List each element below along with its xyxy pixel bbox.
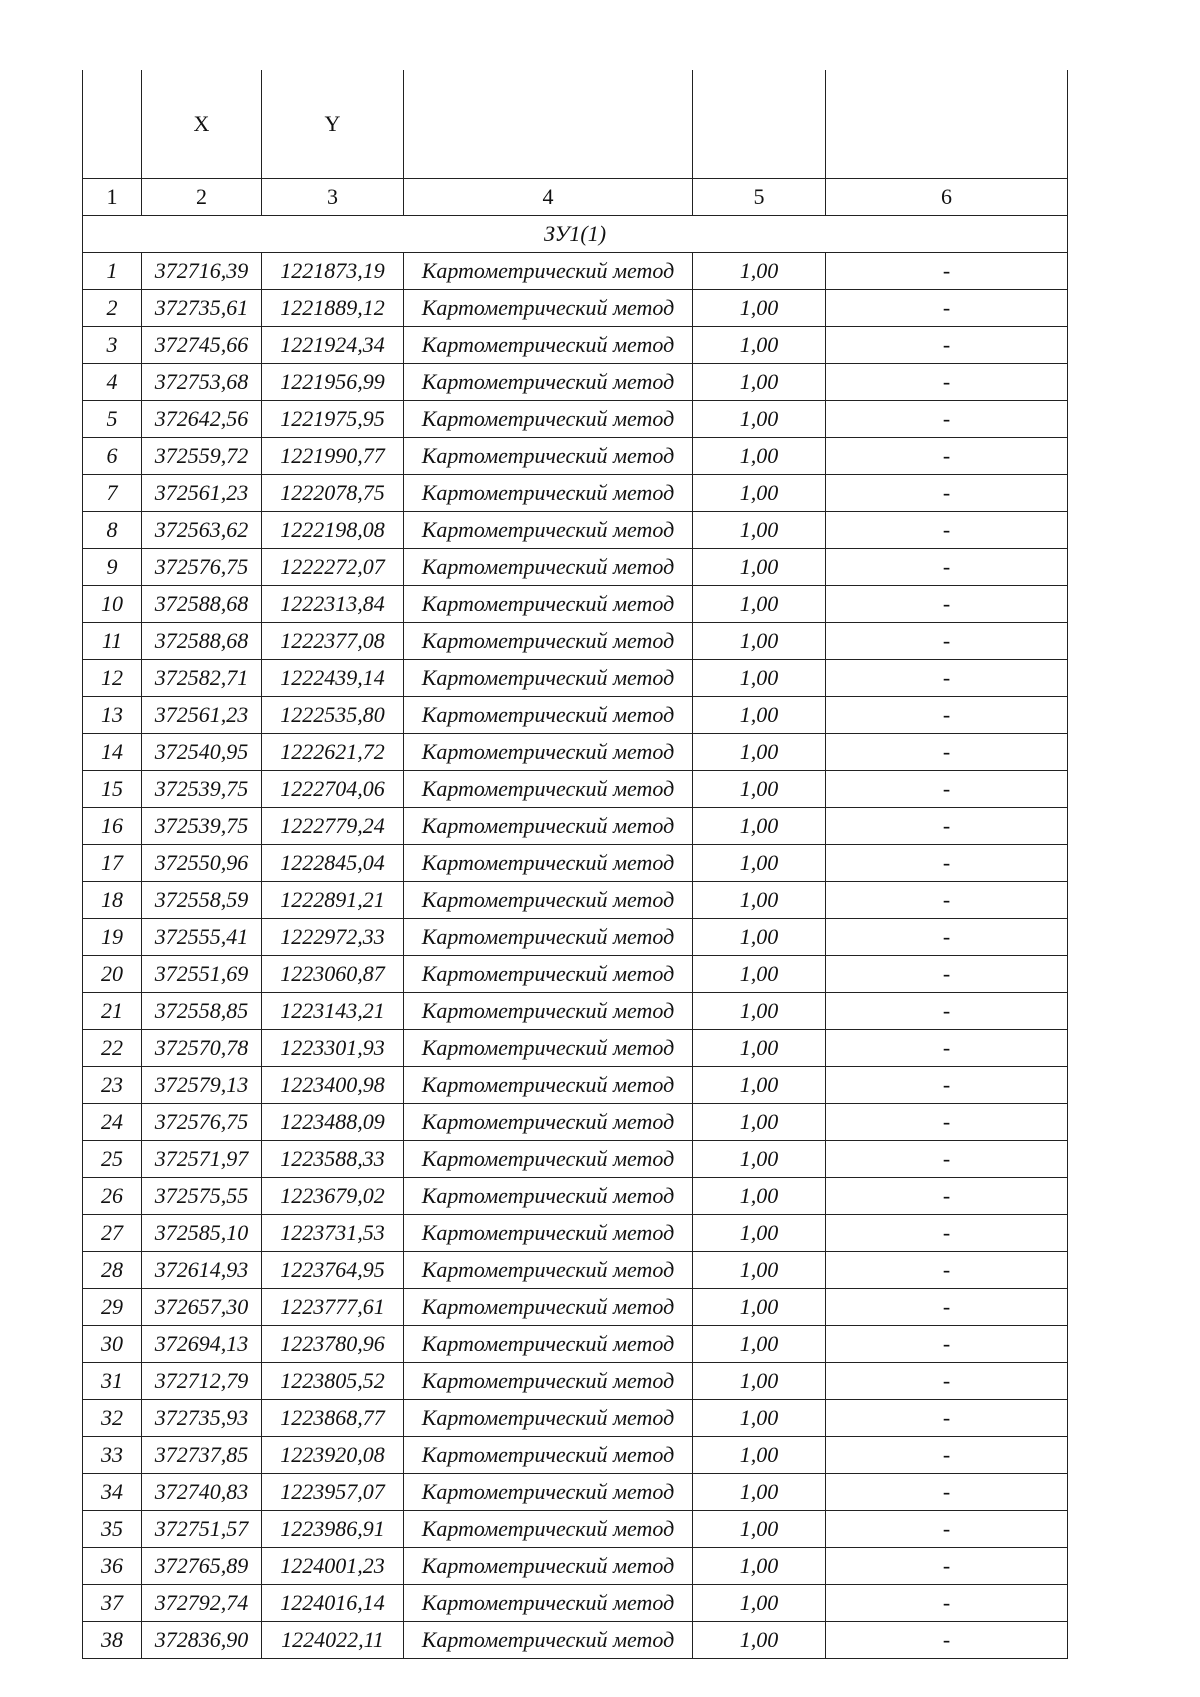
accuracy-cell: 1,00 [693,771,826,808]
y-coordinate-cell: 1223679,02 [262,1178,404,1215]
accuracy-cell: 1,00 [693,882,826,919]
table-row [83,1437,1068,1474]
table-row [83,1511,1068,1548]
y-coordinate-cell: 1223986,91 [262,1511,404,1548]
note-cell: - [826,438,1068,475]
table-row [83,1622,1068,1659]
x-coordinate-cell: 372735,61 [142,290,262,327]
y-coordinate-cell: 1223301,93 [262,1030,404,1067]
x-coordinate-cell: 372561,23 [142,697,262,734]
method-cell: Картометрический метод [404,1178,693,1215]
table-row [83,401,1068,438]
x-coordinate-cell: 372551,69 [142,956,262,993]
table-row [83,549,1068,586]
y-coordinate-cell: 1223780,96 [262,1326,404,1363]
point-number-cell: 2 [83,290,142,327]
note-cell: - [826,697,1068,734]
point-number-cell: 35 [83,1511,142,1548]
point-number-cell: 34 [83,1474,142,1511]
point-number-cell: 17 [83,845,142,882]
accuracy-cell: 1,00 [693,1030,826,1067]
point-number-cell: 29 [83,1289,142,1326]
x-coordinate-cell: 372579,13 [142,1067,262,1104]
method-cell: Картометрический метод [404,1474,693,1511]
header-accuracy [693,70,826,179]
method-cell: Картометрический метод [404,1548,693,1585]
x-coordinate-cell: 372642,56 [142,401,262,438]
y-coordinate-cell: 1222377,08 [262,623,404,660]
accuracy-cell: 1,00 [693,1622,826,1659]
accuracy-cell: 1,00 [693,475,826,512]
accuracy-cell: 1,00 [693,549,826,586]
y-coordinate-cell: 1221889,12 [262,290,404,327]
table-row [83,438,1068,475]
column-number: 5 [693,179,826,216]
table-row [83,290,1068,327]
y-coordinate-cell: 1222972,33 [262,919,404,956]
x-coordinate-cell: 372836,90 [142,1622,262,1659]
note-cell: - [826,1622,1068,1659]
table-row [83,697,1068,734]
method-cell: Картометрический метод [404,438,693,475]
point-number-cell: 23 [83,1067,142,1104]
x-coordinate-cell: 372740,83 [142,1474,262,1511]
point-number-cell: 27 [83,1215,142,1252]
table-row [83,1548,1068,1585]
y-coordinate-cell: 1223400,98 [262,1067,404,1104]
method-cell: Картометрический метод [404,512,693,549]
point-number-cell: 25 [83,1141,142,1178]
note-cell: - [826,919,1068,956]
point-number-cell: 18 [83,882,142,919]
x-coordinate-cell: 372753,68 [142,364,262,401]
x-coordinate-cell: 372735,93 [142,1400,262,1437]
note-cell: - [826,1030,1068,1067]
note-cell: - [826,993,1068,1030]
x-coordinate-cell: 372614,93 [142,1252,262,1289]
x-coordinate-cell: 372765,89 [142,1548,262,1585]
header-note [826,70,1068,179]
y-coordinate-cell: 1224016,14 [262,1585,404,1622]
point-number-cell: 26 [83,1178,142,1215]
method-cell: Картометрический метод [404,1104,693,1141]
y-coordinate-cell: 1223143,21 [262,993,404,1030]
note-cell: - [826,401,1068,438]
accuracy-cell: 1,00 [693,1289,826,1326]
table-row [83,808,1068,845]
accuracy-cell: 1,00 [693,919,826,956]
note-cell: - [826,1437,1068,1474]
accuracy-cell: 1,00 [693,697,826,734]
note-cell: - [826,623,1068,660]
x-coordinate-cell: 372585,10 [142,1215,262,1252]
x-coordinate-cell: 372588,68 [142,586,262,623]
y-coordinate-cell: 1222535,80 [262,697,404,734]
accuracy-cell: 1,00 [693,1585,826,1622]
y-coordinate-cell: 1221873,19 [262,253,404,290]
note-cell: - [826,1548,1068,1585]
note-cell: - [826,586,1068,623]
point-number-cell: 37 [83,1585,142,1622]
table-row [83,623,1068,660]
y-coordinate-cell: 1221990,77 [262,438,404,475]
method-cell: Картометрический метод [404,253,693,290]
accuracy-cell: 1,00 [693,1363,826,1400]
y-coordinate-cell: 1222272,07 [262,549,404,586]
y-coordinate-cell: 1223868,77 [262,1400,404,1437]
table-row [83,660,1068,697]
accuracy-cell: 1,00 [693,1548,826,1585]
method-cell: Картометрический метод [404,1030,693,1067]
note-cell: - [826,512,1068,549]
method-cell: Картометрический метод [404,364,693,401]
table-row [83,1252,1068,1289]
y-coordinate-cell: 1223731,53 [262,1215,404,1252]
x-coordinate-cell: 372539,75 [142,771,262,808]
point-number-cell: 9 [83,549,142,586]
method-cell: Картометрический метод [404,401,693,438]
note-cell: - [826,1400,1068,1437]
table-row [83,956,1068,993]
point-number-cell: 32 [83,1400,142,1437]
accuracy-cell: 1,00 [693,438,826,475]
note-cell: - [826,253,1068,290]
point-number-cell: 8 [83,512,142,549]
point-number-cell: 1 [83,253,142,290]
table-row [83,993,1068,1030]
y-coordinate-cell: 1221956,99 [262,364,404,401]
point-number-cell: 15 [83,771,142,808]
accuracy-cell: 1,00 [693,512,826,549]
method-cell: Картометрический метод [404,1622,693,1659]
y-coordinate-cell: 1222439,14 [262,660,404,697]
y-coordinate-cell: 1222078,75 [262,475,404,512]
note-cell: - [826,808,1068,845]
accuracy-cell: 1,00 [693,1326,826,1363]
accuracy-cell: 1,00 [693,993,826,1030]
method-cell: Картометрический метод [404,845,693,882]
y-coordinate-cell: 1222845,04 [262,845,404,882]
table-row [83,475,1068,512]
x-coordinate-cell: 372792,74 [142,1585,262,1622]
point-number-cell: 36 [83,1548,142,1585]
note-cell: - [826,1326,1068,1363]
x-coordinate-cell: 372737,85 [142,1437,262,1474]
table-row [83,1141,1068,1178]
point-number-cell: 4 [83,364,142,401]
y-coordinate-cell: 1222621,72 [262,734,404,771]
section-title: ЗУ1(1) [83,216,1068,253]
method-cell: Картометрический метод [404,290,693,327]
y-coordinate-cell: 1224001,23 [262,1548,404,1585]
accuracy-cell: 1,00 [693,1141,826,1178]
method-cell: Картометрический метод [404,327,693,364]
table-row [83,1215,1068,1252]
section-row [83,216,1068,253]
point-number-cell: 11 [83,623,142,660]
x-coordinate-cell: 372657,30 [142,1289,262,1326]
point-number-cell: 14 [83,734,142,771]
point-number-cell: 24 [83,1104,142,1141]
accuracy-cell: 1,00 [693,845,826,882]
method-cell: Картометрический метод [404,586,693,623]
note-cell: - [826,1141,1068,1178]
note-cell: - [826,734,1068,771]
point-number-cell: 22 [83,1030,142,1067]
column-number: 4 [404,179,693,216]
x-coordinate-cell: 372694,13 [142,1326,262,1363]
table-row [83,734,1068,771]
y-coordinate-cell: 1222779,24 [262,808,404,845]
method-cell: Картометрический метод [404,1585,693,1622]
method-cell: Картометрический метод [404,1215,693,1252]
note-cell: - [826,1067,1068,1104]
x-coordinate-cell: 372540,95 [142,734,262,771]
table-row [83,1030,1068,1067]
header-row [83,70,1068,179]
point-number-cell: 12 [83,660,142,697]
accuracy-cell: 1,00 [693,956,826,993]
method-cell: Картометрический метод [404,1437,693,1474]
note-cell: - [826,1178,1068,1215]
accuracy-cell: 1,00 [693,1215,826,1252]
table-row [83,1585,1068,1622]
table-row [83,845,1068,882]
y-coordinate-cell: 1223805,52 [262,1363,404,1400]
y-coordinate-cell: 1222198,08 [262,512,404,549]
accuracy-cell: 1,00 [693,1067,826,1104]
accuracy-cell: 1,00 [693,660,826,697]
y-coordinate-cell: 1223764,95 [262,1252,404,1289]
coordinates-table [82,70,1068,1659]
accuracy-cell: 1,00 [693,1437,826,1474]
x-coordinate-cell: 372751,57 [142,1511,262,1548]
method-cell: Картометрический метод [404,734,693,771]
method-cell: Картометрический метод [404,919,693,956]
note-cell: - [826,549,1068,586]
accuracy-cell: 1,00 [693,327,826,364]
point-number-cell: 13 [83,697,142,734]
accuracy-cell: 1,00 [693,734,826,771]
table-row [83,253,1068,290]
note-cell: - [826,1252,1068,1289]
method-cell: Картометрический метод [404,697,693,734]
x-coordinate-cell: 372576,75 [142,549,262,586]
point-number-cell: 21 [83,993,142,1030]
accuracy-cell: 1,00 [693,1511,826,1548]
y-coordinate-cell: 1221975,95 [262,401,404,438]
header-x: X [142,70,262,179]
table-row [83,1178,1068,1215]
table-row [83,882,1068,919]
y-coordinate-cell: 1224022,11 [262,1622,404,1659]
method-cell: Картометрический метод [404,475,693,512]
method-cell: Картометрический метод [404,1067,693,1104]
x-coordinate-cell: 372570,78 [142,1030,262,1067]
method-cell: Картометрический метод [404,1400,693,1437]
table-row [83,364,1068,401]
table-row [83,1104,1068,1141]
note-cell: - [826,1511,1068,1548]
x-coordinate-cell: 372588,68 [142,623,262,660]
x-coordinate-cell: 372571,97 [142,1141,262,1178]
x-coordinate-cell: 372576,75 [142,1104,262,1141]
note-cell: - [826,475,1068,512]
accuracy-cell: 1,00 [693,1474,826,1511]
x-coordinate-cell: 372563,62 [142,512,262,549]
y-coordinate-cell: 1223588,33 [262,1141,404,1178]
accuracy-cell: 1,00 [693,808,826,845]
table-row [83,1067,1068,1104]
x-coordinate-cell: 372716,39 [142,253,262,290]
table-row [83,1326,1068,1363]
accuracy-cell: 1,00 [693,1104,826,1141]
method-cell: Картометрический метод [404,1141,693,1178]
table-row [83,586,1068,623]
method-cell: Картометрический метод [404,660,693,697]
x-coordinate-cell: 372539,75 [142,808,262,845]
x-coordinate-cell: 372575,55 [142,1178,262,1215]
point-number-cell: 5 [83,401,142,438]
method-cell: Картометрический метод [404,1252,693,1289]
x-coordinate-cell: 372582,71 [142,660,262,697]
point-number-cell: 38 [83,1622,142,1659]
y-coordinate-cell: 1222891,21 [262,882,404,919]
note-cell: - [826,1289,1068,1326]
note-cell: - [826,327,1068,364]
header-method [404,70,693,179]
method-cell: Картометрический метод [404,956,693,993]
table-row [83,327,1068,364]
x-coordinate-cell: 372745,66 [142,327,262,364]
note-cell: - [826,660,1068,697]
accuracy-cell: 1,00 [693,623,826,660]
point-number-cell: 30 [83,1326,142,1363]
table-row [83,1289,1068,1326]
column-number: 6 [826,179,1068,216]
x-coordinate-cell: 372561,23 [142,475,262,512]
y-coordinate-cell: 1221924,34 [262,327,404,364]
point-number-cell: 33 [83,1437,142,1474]
point-number-cell: 3 [83,327,142,364]
accuracy-cell: 1,00 [693,1400,826,1437]
note-cell: - [826,1215,1068,1252]
method-cell: Картометрический метод [404,1363,693,1400]
accuracy-cell: 1,00 [693,586,826,623]
method-cell: Картометрический метод [404,882,693,919]
method-cell: Картометрический метод [404,1511,693,1548]
table-row [83,1363,1068,1400]
y-coordinate-cell: 1223060,87 [262,956,404,993]
column-number: 2 [142,179,262,216]
note-cell: - [826,1104,1068,1141]
method-cell: Картометрический метод [404,1289,693,1326]
column-number: 1 [83,179,142,216]
header-point-number [83,70,142,179]
accuracy-cell: 1,00 [693,1252,826,1289]
table-row [83,919,1068,956]
note-cell: - [826,1363,1068,1400]
document-page [82,70,1068,1659]
table-row [83,771,1068,808]
accuracy-cell: 1,00 [693,364,826,401]
y-coordinate-cell: 1222313,84 [262,586,404,623]
x-coordinate-cell: 372712,79 [142,1363,262,1400]
point-number-cell: 19 [83,919,142,956]
method-cell: Картометрический метод [404,808,693,845]
note-cell: - [826,771,1068,808]
y-coordinate-cell: 1222704,06 [262,771,404,808]
method-cell: Картометрический метод [404,623,693,660]
note-cell: - [826,1474,1068,1511]
point-number-cell: 7 [83,475,142,512]
header-y: Y [262,70,404,179]
point-number-cell: 10 [83,586,142,623]
accuracy-cell: 1,00 [693,290,826,327]
note-cell: - [826,1585,1068,1622]
y-coordinate-cell: 1223488,09 [262,1104,404,1141]
method-cell: Картометрический метод [404,1326,693,1363]
method-cell: Картометрический метод [404,549,693,586]
accuracy-cell: 1,00 [693,1178,826,1215]
method-cell: Картометрический метод [404,771,693,808]
column-number-row [83,179,1068,216]
point-number-cell: 16 [83,808,142,845]
point-number-cell: 20 [83,956,142,993]
y-coordinate-cell: 1223777,61 [262,1289,404,1326]
note-cell: - [826,882,1068,919]
table-row [83,512,1068,549]
note-cell: - [826,290,1068,327]
accuracy-cell: 1,00 [693,401,826,438]
note-cell: - [826,845,1068,882]
note-cell: - [826,364,1068,401]
y-coordinate-cell: 1223957,07 [262,1474,404,1511]
point-number-cell: 6 [83,438,142,475]
table-row [83,1474,1068,1511]
x-coordinate-cell: 372559,72 [142,438,262,475]
x-coordinate-cell: 372558,85 [142,993,262,1030]
accuracy-cell: 1,00 [693,253,826,290]
column-number: 3 [262,179,404,216]
x-coordinate-cell: 372550,96 [142,845,262,882]
x-coordinate-cell: 372555,41 [142,919,262,956]
x-coordinate-cell: 372558,59 [142,882,262,919]
point-number-cell: 28 [83,1252,142,1289]
y-coordinate-cell: 1223920,08 [262,1437,404,1474]
table-row [83,1400,1068,1437]
note-cell: - [826,956,1068,993]
method-cell: Картометрический метод [404,993,693,1030]
point-number-cell: 31 [83,1363,142,1400]
